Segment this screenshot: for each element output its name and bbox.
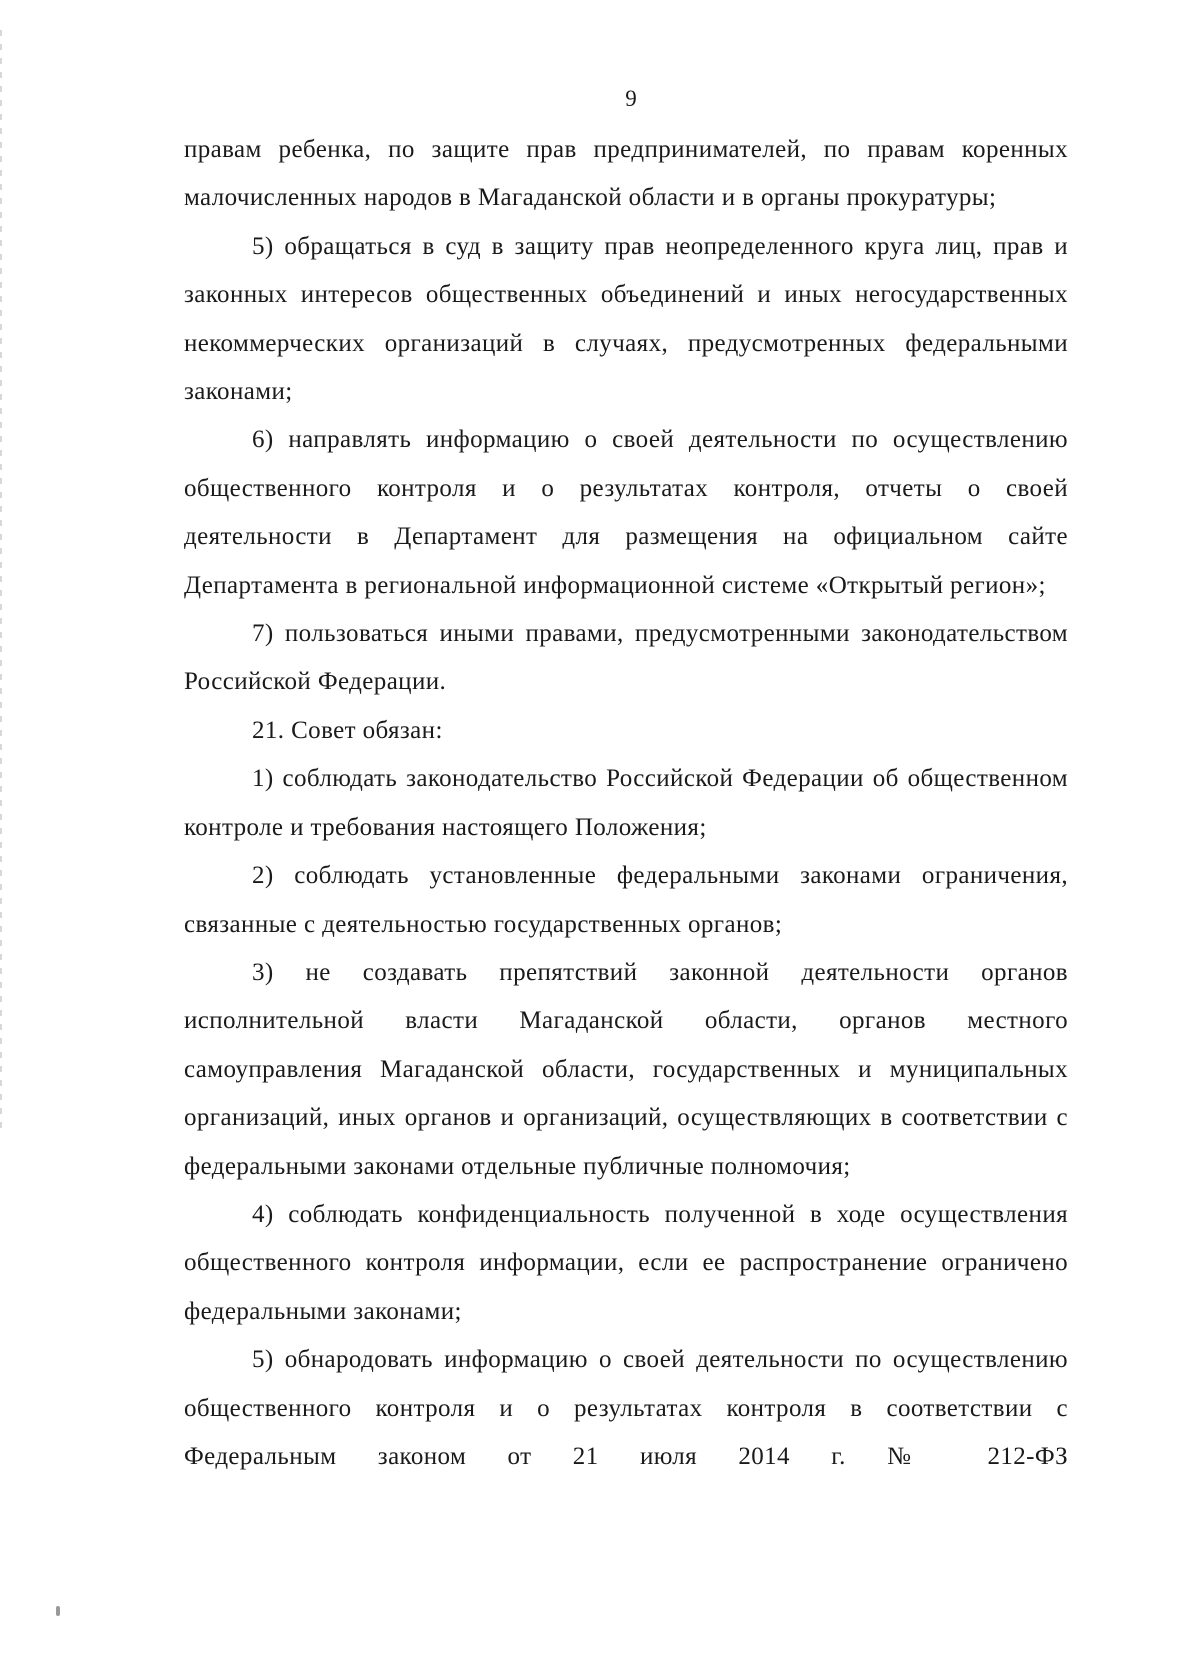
scan-mark xyxy=(56,1606,60,1616)
page-number: 9 xyxy=(625,86,637,111)
paragraph-item-6-information: 6) направлять информацию о своей деятельности по осуществлению общественного контроля и о результатах контроля, отчеты о своей деятельности в Департамент для размещения на официальном сайте Департамента в региональной информационной системе «Открытый регион»; xyxy=(184,426,1068,599)
paragraph-duty-5: 5) обнародовать информацию о своей деятельности по осуществлению общественного контроля и о результатах контроля в соответствии с Федеральным законом от 21 июля 2014 г. № 212-ФЗ xyxy=(184,1346,1068,1470)
document-body xyxy=(184,126,1068,1481)
paragraph-duty-2: 2) соблюдать установленные федеральными законами ограничения, связанные с деятельностью государственных органов; xyxy=(184,862,1068,938)
paragraph-item-5-court: 5) обращаться в суд в защиту прав неопределенного круга лиц, прав и законных интересов общественных объединений и иных негосударственных некоммерческих организаций в случаях, предусмотренных федеральными законами; xyxy=(184,232,1068,406)
paragraph-duty-4: 4) соблюдать конфиденциальность полученной в ходе осуществления общественного контроля информации, если ее распространение ограничено федеральными законами; xyxy=(184,1200,1068,1325)
section-21-heading: 21. Совет обязан: xyxy=(252,716,443,744)
paragraph-item-7-other-rights: 7) пользоваться иными правами, предусмотренными законодательством Российской Федерации. xyxy=(184,620,1068,696)
paragraph-duty-1: 1) соблюдать законодательство Российской Федерации об общественном контроле и требования настоящего Положения; xyxy=(184,765,1068,841)
scan-edge-artifact xyxy=(0,30,2,1130)
paragraph-duty-3: 3) не создавать препятствий законной деятельности органов исполнительной власти Магаданской области, органов местного самоуправления Магаданской области, государственных и муниципальных организаций, иных органов и организаций, осуществляющих в соответствии с федеральными законами отдельные публичные полномочия; xyxy=(184,958,1068,1180)
paragraph-continuation: правам ребенка, по защите прав предпринимателей, по правам коренных малочисленных народов в Магаданской области и в органы прокуратуры; xyxy=(184,136,1068,212)
